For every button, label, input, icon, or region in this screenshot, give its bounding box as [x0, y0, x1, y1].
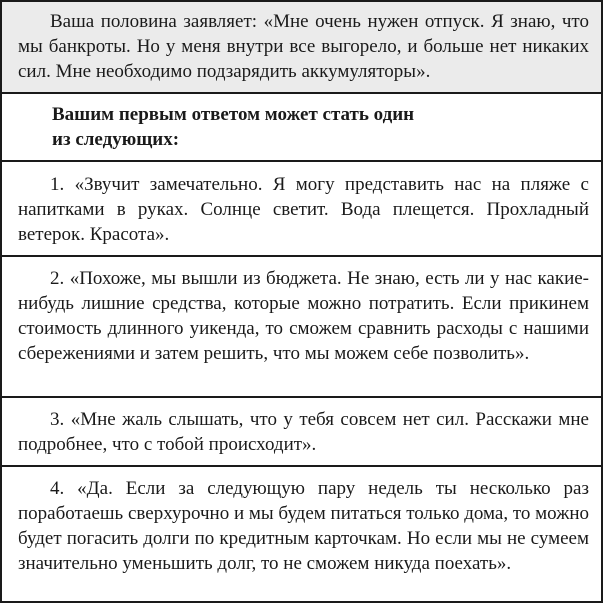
response-option-3: 3. «Мне жаль слышать, что у тебя совсем нет сил. Расскажи мне подробнее, что с тобой происходит».	[2, 398, 601, 467]
partner-statement: Ваша половина заявляет: «Мне очень нужен отпуск. Я знаю, что мы банкроты. Но у меня внутри все выгорело, и больше нет никаких сил. Мне необходимо подзарядить аккумуляторы».	[2, 2, 601, 94]
response-option-1: 1. «Звучит замечательно. Я могу представить нас на пляже с напитками в руках. Солнце светит. Вода плещется. Прохладный ветерок. Красота».	[2, 162, 601, 257]
responses-heading-line-1: Вашим первым ответом может стать один	[52, 104, 415, 125]
responses-heading	[2, 94, 601, 162]
response-option-4: 4. «Да. Если за следующую пару недель ты несколько раз поработаешь сверхурочно и мы будем питаться только дома, то можно будет погасить долги по кредитным карточкам. Но если мы не сумеем значительно уменьшить долг, то не сможем никуда поехать».	[18, 478, 589, 574]
responses-heading-line-2: из следующих:	[52, 129, 180, 150]
response-option-2: 2. «Похоже, мы вышли из бюджета. Не знаю, есть ли у нас какие-нибудь лишние средства, которые можно потратить. Если прикинем стоимость длинного уикенда, то сможем сравнить расходы с нашими сбережениями и затем решить, что мы можем себе позволить».	[2, 257, 601, 398]
